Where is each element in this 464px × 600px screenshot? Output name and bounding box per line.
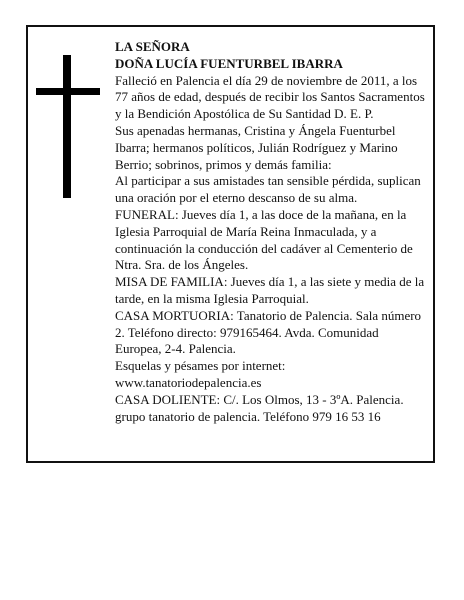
- family-paragraph: Sus apenadas hermanas, Cristina y Ángela Fuenturbel Ibarra; hermanos políticos, Julián Rodríguez y Marino Berrio; sobrinos, primos y demás familia:: [115, 122, 398, 172]
- cross-icon: [36, 55, 100, 198]
- obituary-text: [115, 39, 427, 425]
- funeral-paragraph: FUNERAL: Jueves día 1, a las doce de la mañana, en la Iglesia Parroquial de María Reina Inmaculada, y a continuación la conducción del cadáver al Cementerio de Ntra. Sra. de los Ángeles.: [115, 206, 413, 273]
- online-condolences-paragraph: Esquelas y pésames por internet: www.tanatoriodepalencia.es: [115, 358, 286, 390]
- cross-vertical-bar: [63, 55, 71, 198]
- death-announcement-paragraph: Falleció en Palencia el día 29 de noviembre de 2011, a los 77 años de edad, después de recibir los Santos Sacramentos y la Bendición Apostólica de Su Santidad D. E. P.: [115, 72, 425, 122]
- deceased-name: DOÑA LUCÍA FUENTURBEL IBARRA: [115, 55, 343, 71]
- funeral-group-paragraph: grupo tanatorio de palencia. Teléfono 979 16 53 16: [115, 408, 381, 424]
- family-mass-paragraph: MISA DE FAMILIA: Jueves día 1, a las siete y media de la tarde, en la misma Iglesia Parroquial.: [115, 274, 425, 306]
- prayer-request-paragraph: Al participar a sus amistades tan sensible pérdida, suplican una oración por el eterno descanso de su alma.: [115, 173, 421, 206]
- funeral-home-paragraph: CASA MORTUORIA: Tanatorio de Palencia. Sala número 2. Teléfono directo: 979165464. Avda. Comunidad Europea, 2-4. Palencia.: [115, 307, 422, 357]
- notice-title: LA SEÑORA: [115, 39, 190, 54]
- cross-horizontal-bar: [36, 88, 100, 95]
- family-home-paragraph: CASA DOLIENTE: C/. Los Olmos, 13 - 3ºA. Palencia.: [115, 391, 404, 407]
